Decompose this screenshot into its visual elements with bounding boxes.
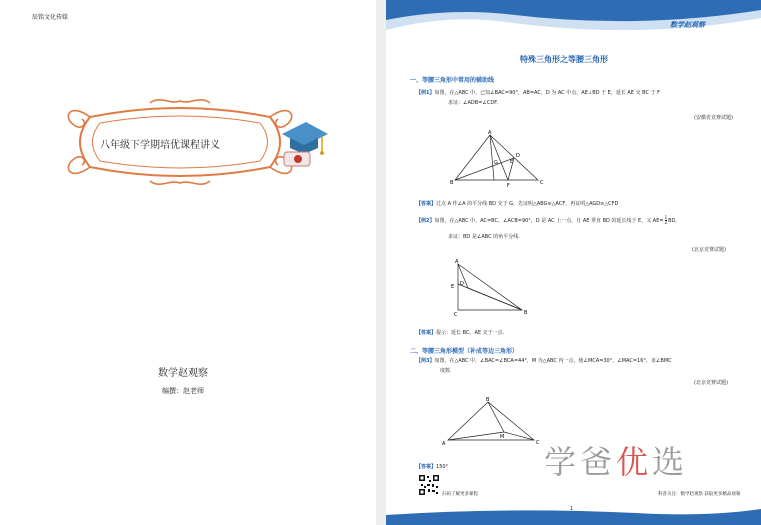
figure-3-triangle	[442, 396, 552, 448]
answer-1	[416, 201, 618, 208]
example-1-text: 如图，在△ABC 中，已知∠BAC=90°，AB=AC，D 为 AC 中点，AE⊥BD 于 E，延长 AE 交 BC 于 F	[434, 90, 661, 96]
answer-1-label: 【答案】	[416, 201, 437, 207]
fig1-label-b: B	[450, 180, 454, 186]
example-3-line-1	[416, 358, 672, 365]
answer-1-text: 过点 A 作∠A 的平分线 BD 交于 G，先证明△ABG≌△ACF，再证明△AGD≌△CFD	[436, 201, 619, 207]
document-title: 特殊三角形之等腰三角形	[520, 55, 608, 64]
answer-3-text: 150°	[436, 464, 449, 470]
example-3-source: (北京竞赛试题)	[694, 380, 728, 386]
fig3-label-a: A	[442, 441, 446, 447]
fraction-denominator: 2	[664, 220, 668, 225]
watermark-char: 优	[616, 443, 653, 481]
example-2-source: (北京竞赛试题)	[692, 247, 726, 253]
qr-code-icon[interactable]	[418, 474, 440, 496]
page-number: 1	[570, 506, 574, 512]
example-2-text-tail: BD,	[668, 218, 677, 224]
example-1-line-2: 求证：∠ADB=∠CDF.	[448, 100, 498, 106]
qr-caption: 扫码了解更多课程	[442, 492, 478, 497]
fig2-label-b: B	[524, 310, 528, 316]
fig2-label-d: D	[460, 281, 464, 287]
fig1-label-a: A	[488, 130, 492, 136]
example-1-source: (安徽省竞赛试题)	[694, 115, 733, 121]
fig3-label-b: B	[486, 397, 490, 403]
fig3-label-c: C	[536, 440, 540, 446]
example-1-line-1	[416, 90, 660, 97]
example-2-line-1	[416, 216, 677, 225]
example-3-text: 如图，在△ABC 中，∠BAC=∠BCA=44°，M 为△ABC 内一点，使∠MCA=30°，∠MAC=16°，求∠BMC	[434, 358, 672, 364]
fig1-label-e: E	[510, 159, 514, 165]
fig1-label-f: F	[507, 183, 510, 189]
lecture-page	[386, 0, 761, 525]
example-3-line-2: 度数.	[440, 368, 452, 374]
figure-1-triangle	[450, 130, 560, 190]
answer-3-label: 【答案】	[416, 464, 437, 470]
fig2-label-c: C	[454, 312, 458, 318]
watermark-char: 爸	[580, 443, 617, 481]
example-2-label: 【例2】	[416, 218, 435, 224]
answer-2	[416, 330, 504, 337]
footer-note: 科普关注：数学赵观察 获取更多精品视频	[658, 492, 741, 497]
section-heading-2: 二、等腰三角形模型（补成等边三角形）	[410, 348, 519, 355]
example-2-line-2: 求证：BD 是∠ABC 的角平分线.	[448, 234, 520, 240]
fig2-label-a: A	[455, 259, 459, 265]
fig3-label-m: M	[500, 434, 505, 440]
header-logo: 数学赵观察	[670, 21, 705, 29]
example-2-text: 如图，在△ABC 中，AC=BC，∠ACB=90°，D 是 AC 上一点，且 AE 垂直 BD 的延长线于 E，又 AE=	[434, 218, 664, 224]
watermark	[544, 444, 688, 480]
section-heading-1: 一、等腰三角形中常用的辅助线	[410, 77, 495, 84]
page-gutter	[376, 0, 386, 525]
publisher-header: 辰铭文化传媒	[32, 14, 69, 21]
cover-page	[0, 0, 376, 525]
fig2-label-e: E	[451, 284, 455, 290]
course-title: 八年级下学期培优课程讲义	[100, 140, 220, 151]
watermark-char: 选	[652, 443, 689, 481]
fraction-numerator: 1	[664, 215, 668, 220]
brand-name: 数学赵观察	[158, 368, 208, 379]
watermark-char: 学	[544, 443, 581, 481]
example-1-label: 【例1】	[416, 90, 435, 96]
footer-wave-decoration	[386, 505, 761, 525]
graduation-cap-icon	[278, 112, 330, 174]
answer-2-text: 提示：延长 BC、AE 交于一点.	[436, 330, 505, 336]
answer-3	[416, 464, 448, 471]
watermark-text	[544, 443, 688, 481]
editor-credit: 编撰：赵老师	[162, 387, 204, 395]
fig1-label-g: G	[494, 160, 498, 166]
fig1-label-d: D	[516, 153, 520, 159]
example-3-label: 【例3】	[416, 358, 435, 364]
figure-2-triangle	[450, 258, 530, 318]
example-2-fraction	[665, 216, 668, 225]
fig1-label-c: C	[540, 180, 544, 186]
answer-2-label: 【答案】	[416, 330, 437, 336]
